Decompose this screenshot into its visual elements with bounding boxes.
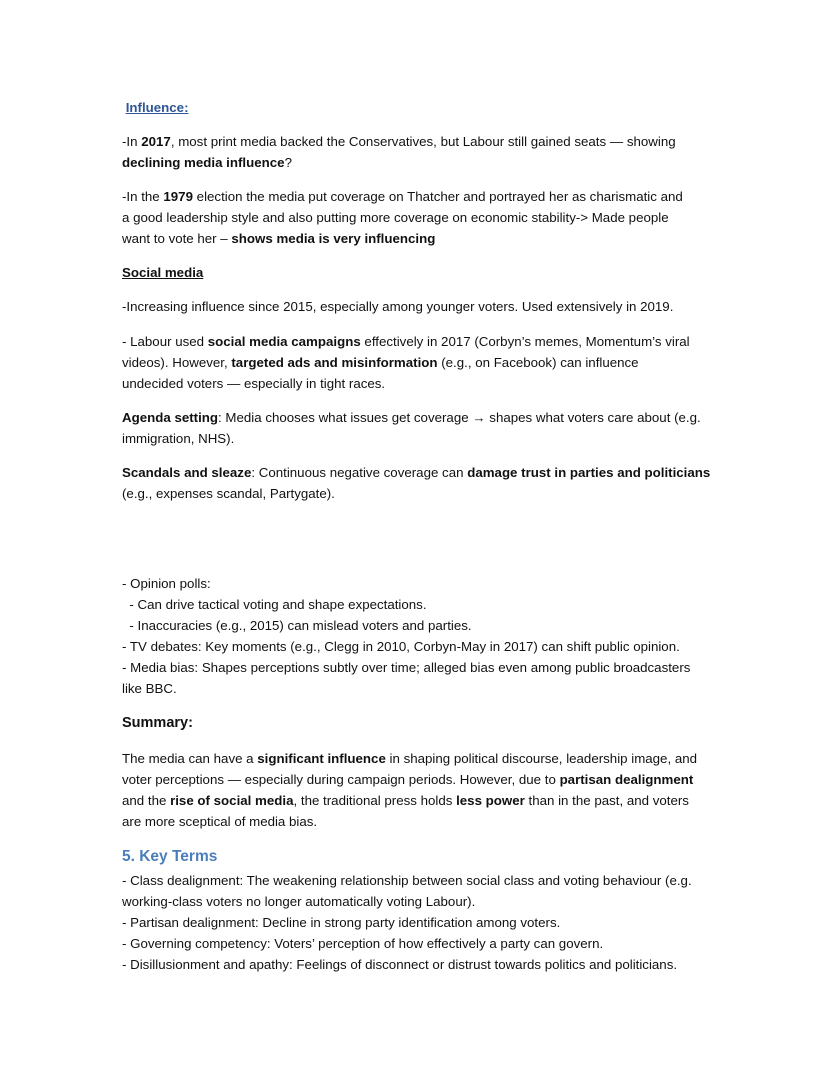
paragraph-line: -Increasing influence since 2015, especially among younger voters. Used extensively in 2019.	[122, 299, 674, 314]
influence-heading-block	[122, 97, 712, 118]
list-item: - Disillusionment and apathy: Feelings of disconnect or distrust towards politics and politicians.	[122, 957, 678, 972]
list-item: - Inaccuracies (e.g., 2015) can mislead voters and parties.	[122, 618, 472, 633]
paragraph-line: undecided voters — especially in tight races.	[122, 376, 386, 391]
list-item: - Partisan dealignment: Decline in strong party identification among voters.	[122, 915, 561, 930]
list-item: - Governing competency: Voters’ perception of how effectively a party can govern.	[122, 936, 604, 951]
paragraph-line: -In the 1979 election the media put coverage on Thatcher and portrayed her as charismatic and	[122, 189, 683, 204]
paragraph-line: want to vote her – shows media is very influencing	[122, 231, 436, 246]
list-item: - TV debates: Key moments (e.g., Clegg in 2010, Corbyn-May in 2017) can shift public opinion.	[122, 639, 680, 654]
media-factors-list	[122, 573, 712, 699]
social-media-paragraph-2	[122, 331, 712, 394]
paragraph-line: are more sceptical of media bias.	[122, 814, 318, 829]
summary-heading: Summary:	[122, 715, 193, 731]
list-item: - Media bias: Shapes perceptions subtly over time; alleged bias even among public broadcasters	[122, 660, 691, 675]
key-terms-heading: 5. Key Terms	[122, 848, 218, 865]
paragraph-line: Agenda setting: Media chooses what issues get coverage → shapes what voters care about (e.g.	[122, 410, 701, 425]
social-media-heading: Social media	[122, 265, 204, 280]
influence-paragraph-1979	[122, 186, 712, 249]
list-item: like BBC.	[122, 681, 177, 696]
paragraph-line: Scandals and sleaze: Continuous negative coverage can damage trust in parties and politicians	[122, 465, 711, 480]
key-terms-list	[122, 870, 712, 975]
paragraph-line: and the rise of social media, the traditional press holds less power than in the past, and voters	[122, 793, 689, 808]
paragraph-line: (e.g., expenses scandal, Partygate).	[122, 486, 335, 501]
influence-paragraph-2017	[122, 131, 712, 173]
agenda-setting-paragraph	[122, 407, 712, 449]
paragraph-line: immigration, NHS).	[122, 431, 235, 446]
key-terms-heading-block	[122, 846, 712, 867]
paragraph-line: voter perceptions — especially during campaign periods. However, due to partisan dealignment	[122, 772, 694, 787]
list-item: - Can drive tactical voting and shape expectations.	[122, 597, 427, 612]
list-item: working-class voters no longer automatically voting Labour).	[122, 894, 476, 909]
paragraph-line: - Labour used social media campaigns effectively in 2017 (Corbyn’s memes, Momentum’s viral	[122, 334, 690, 349]
social-media-paragraph-1	[122, 296, 712, 317]
scandals-paragraph	[122, 462, 712, 504]
paragraph-line: declining media influence?	[122, 155, 292, 170]
paragraph-line: a good leadership style and also putting more coverage on economic stability-> Made people	[122, 210, 669, 225]
social-media-heading-block	[122, 262, 712, 283]
summary-paragraph	[122, 748, 712, 832]
paragraph-line: The media can have a significant influence in shaping political discourse, leadership image, and	[122, 751, 698, 766]
list-item: - Class dealignment: The weakening relationship between social class and voting behaviour (e.g.	[122, 873, 692, 888]
paragraph-line: -In 2017, most print media backed the Conservatives, but Labour still gained seats — showing	[122, 134, 676, 149]
influence-heading: Influence:	[125, 100, 189, 115]
paragraph-line: videos). However, targeted ads and misinformation (e.g., on Facebook) can influence	[122, 355, 639, 370]
list-item: - Opinion polls:	[122, 576, 211, 591]
summary-heading-block	[122, 712, 712, 734]
